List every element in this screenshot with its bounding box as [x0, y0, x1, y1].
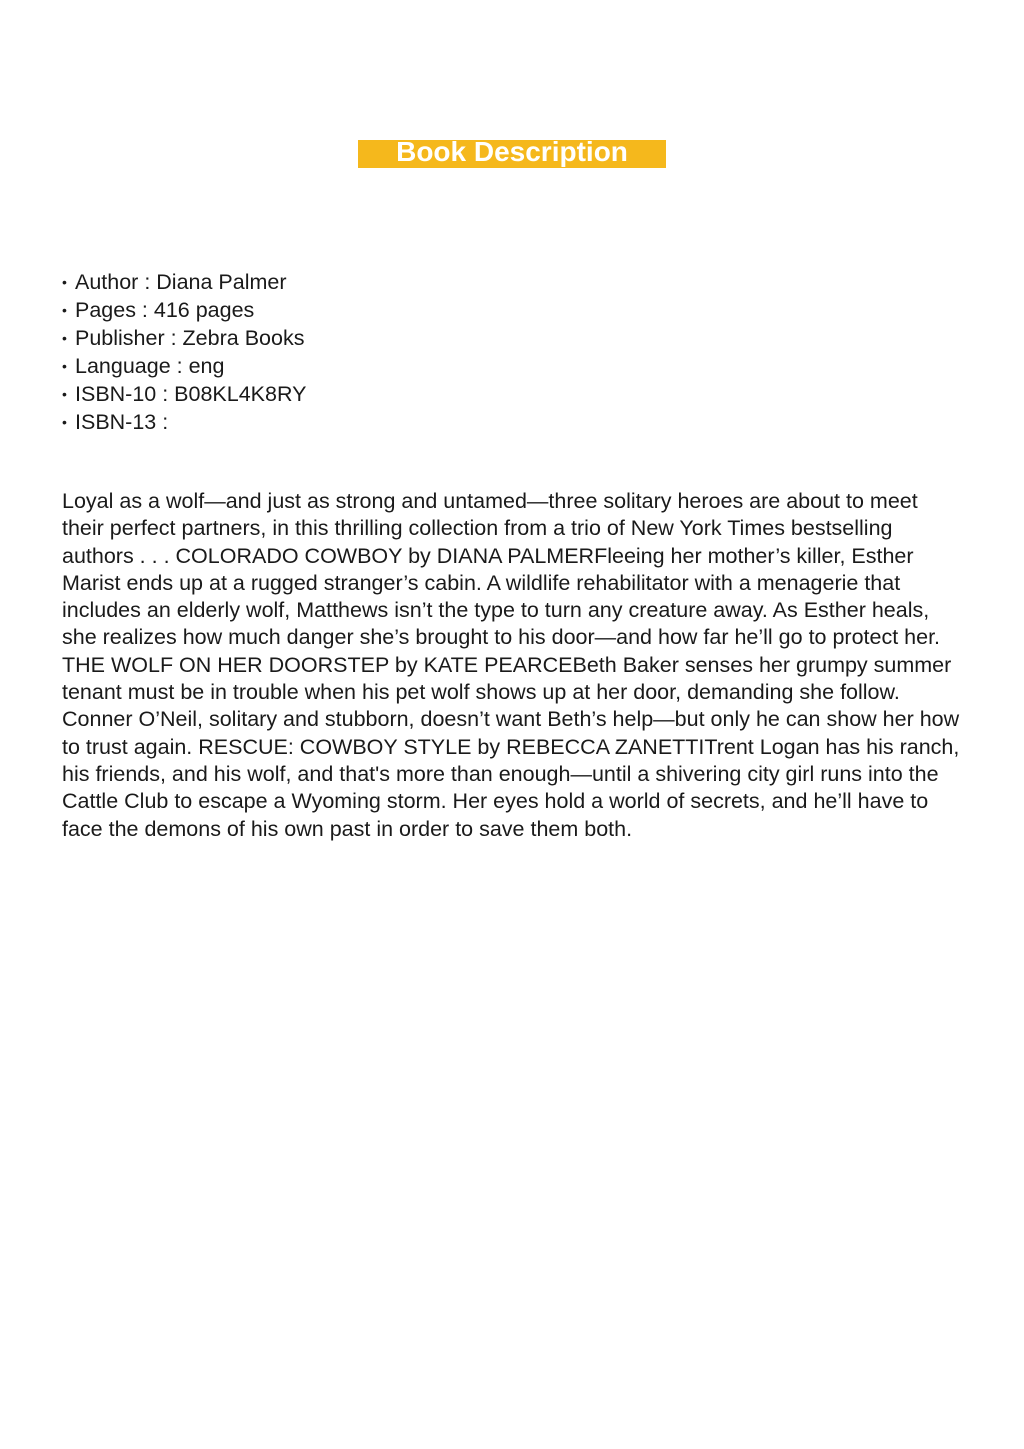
page-title: Book Description: [396, 140, 628, 167]
isbn-13-text: ISBN-13 :: [75, 410, 169, 434]
isbn-10-text: ISBN-10 : B08KL4K8RY: [75, 382, 307, 406]
book-description-text: Loyal as a wolf—and just as strong and untamed—three solitary heroes are about to meet their perfect partners, in this thrilling collection from a trio of New York Times bestselling authors . . . COLORADO COWBOY by DIANA PALMERFleeing her mother’s killer, Esther Marist ends up at a rugged stranger’s cabin. A wildlife rehabilitator with a menagerie that includes an elderly wolf, Matthews isn’t the type to turn any creature away. As Esther heals, she realizes how much danger she’s brought to his door—and how far he’ll go to protect her. THE WOLF ON HER DOORSTEP by KATE PEARCEBeth Baker senses her grumpy summer tenant must be in trouble when his pet wolf shows up at her door, demanding she follow. Conner O’Neil, solitary and stubborn, doesn’t want Beth’s help—but only he can show her how to trust again. RESCUE: COWBOY STYLE by REBECCA ZANETTITrent Logan has his ranch, his friends, and his wolf, and that's more than enough—until a shivering city girl runs into the Cattle Club to escape a Wyoming storm. Her eyes hold a world of secrets, and he’ll have to face the demons of his own past in order to save them both.: [62, 489, 960, 841]
metadata-item-publisher: [62, 324, 306, 352]
bullet-icon: •: [62, 274, 67, 290]
bullet-icon: •: [62, 330, 67, 346]
metadata-item-isbn-10: [62, 380, 306, 408]
book-metadata-list: [62, 268, 306, 436]
book-description-banner: [358, 140, 666, 168]
author-text: Author : Diana Palmer: [75, 270, 287, 294]
bullet-icon: •: [62, 386, 67, 402]
metadata-item-pages: [62, 296, 306, 324]
bullet-icon: •: [62, 358, 67, 374]
metadata-item-language: [62, 352, 306, 380]
pages-text: Pages : 416 pages: [75, 298, 255, 322]
bullet-icon: •: [62, 302, 67, 318]
bullet-icon: •: [62, 414, 67, 430]
metadata-item-author: [62, 268, 306, 296]
publisher-text: Publisher : Zebra Books: [75, 326, 305, 350]
metadata-item-isbn-13: [62, 408, 306, 436]
language-text: Language : eng: [75, 354, 225, 378]
